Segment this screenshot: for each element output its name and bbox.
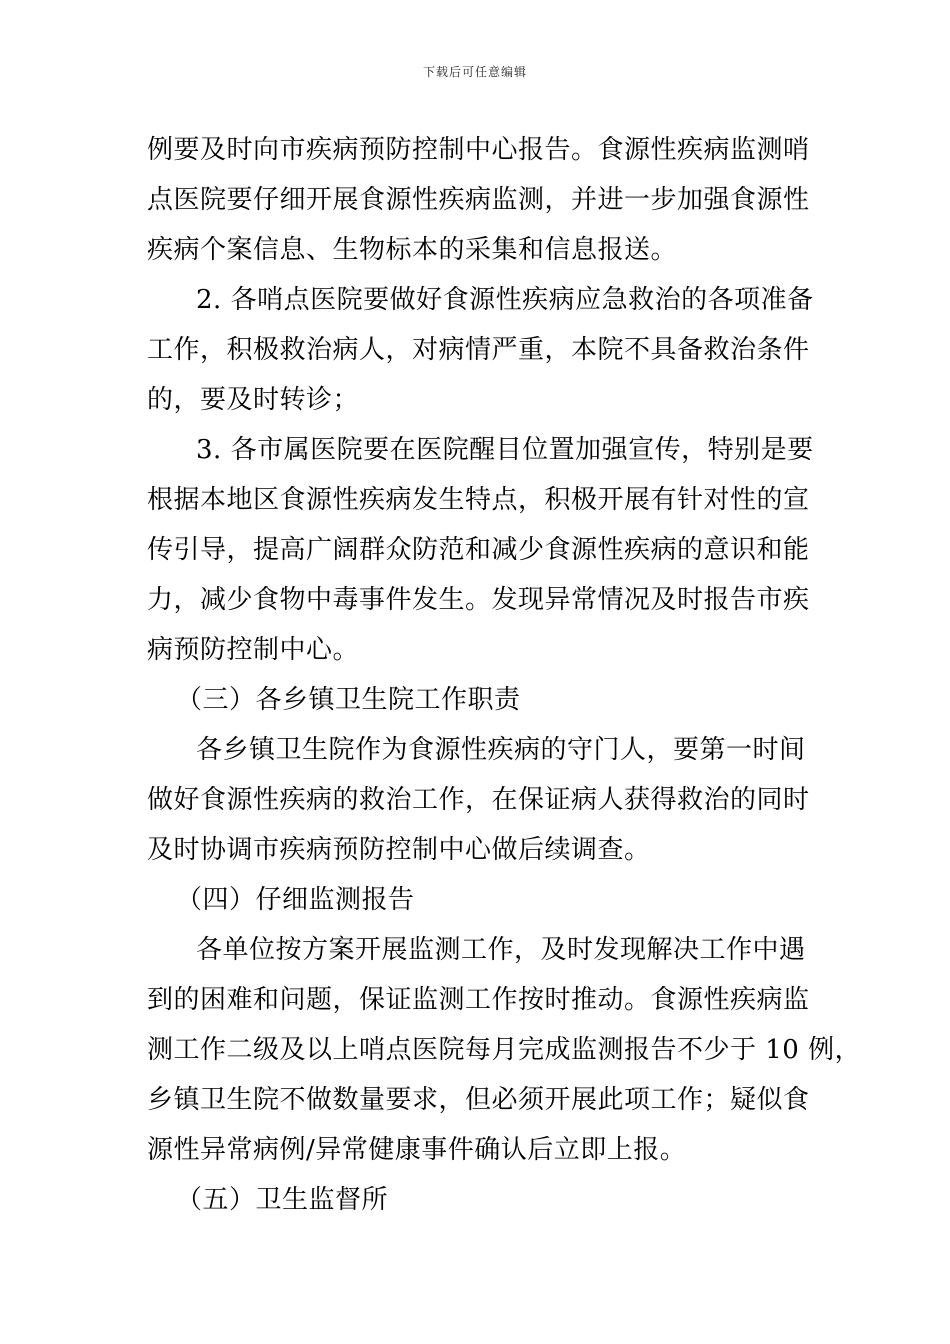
body-text-line: 传引导，提高广阔群众防范和减少食源性疾病的意识和能 xyxy=(147,535,810,565)
body-text-line: 病预防控制中心。 xyxy=(147,635,360,665)
body-text-line: 2. 各哨点医院要做好食源性疾病应急救治的各项准备 xyxy=(196,285,814,315)
section-heading: （三）各乡镇卫生院工作职责 xyxy=(176,685,521,715)
body-text-line: 工作，积极救治病人，对病情严重，本院不具备救治条件 xyxy=(147,335,810,365)
body-text-line: 的，要及时转诊； xyxy=(147,385,360,415)
body-text-line: 到的困难和问题，保证监测工作按时推动。食源性疾病监 xyxy=(147,985,810,1015)
body-text-line: 及时协调市疾病预防控制中心做后续调查。 xyxy=(147,835,651,865)
body-text-line: 各单位按方案开展监测工作，及时发现解决工作中遇 xyxy=(196,935,806,965)
section-heading: （四）仔细监测报告 xyxy=(176,885,415,915)
body-text-line: 做好食源性疾病的救治工作，在保证病人获得救治的同时 xyxy=(147,785,810,815)
body-text-line: 3. 各市属医院要在医院醒目位置加强宣传，特别是要 xyxy=(196,435,814,465)
body-text-line: 点医院要仔细开展食源性疾病监测，并进一步加强食源性 xyxy=(147,185,810,215)
body-text-line: 力，减少食物中毒事件发生。发现异常情况及时报告市疾 xyxy=(147,585,810,615)
body-text-line: 根据本地区食源性疾病发生特点，积极开展有针对性的宣 xyxy=(147,485,810,515)
body-text-line: 乡镇卫生院不做数量要求，但必须开展此项工作；疑似食 xyxy=(147,1085,810,1115)
body-text-line: 测工作二级及以上哨点医院每月完成监测报告不少于 10 例， xyxy=(147,1035,862,1065)
body-text-line: 疾病个案信息、生物标本的采集和信息报送。 xyxy=(147,235,678,265)
body-text-line: 源性异常病例/异常健康事件确认后立即上报。 xyxy=(147,1135,687,1165)
body-text-line: 例要及时向市疾病预防控制中心报告。食源性疾病监测哨 xyxy=(147,135,810,165)
page-header: 下载后可任意编辑 xyxy=(422,65,527,79)
body-text-line: 各乡镇卫生院作为食源性疾病的守门人，要第一时间 xyxy=(196,735,806,765)
section-heading: （五）卫生监督所 xyxy=(176,1185,389,1215)
